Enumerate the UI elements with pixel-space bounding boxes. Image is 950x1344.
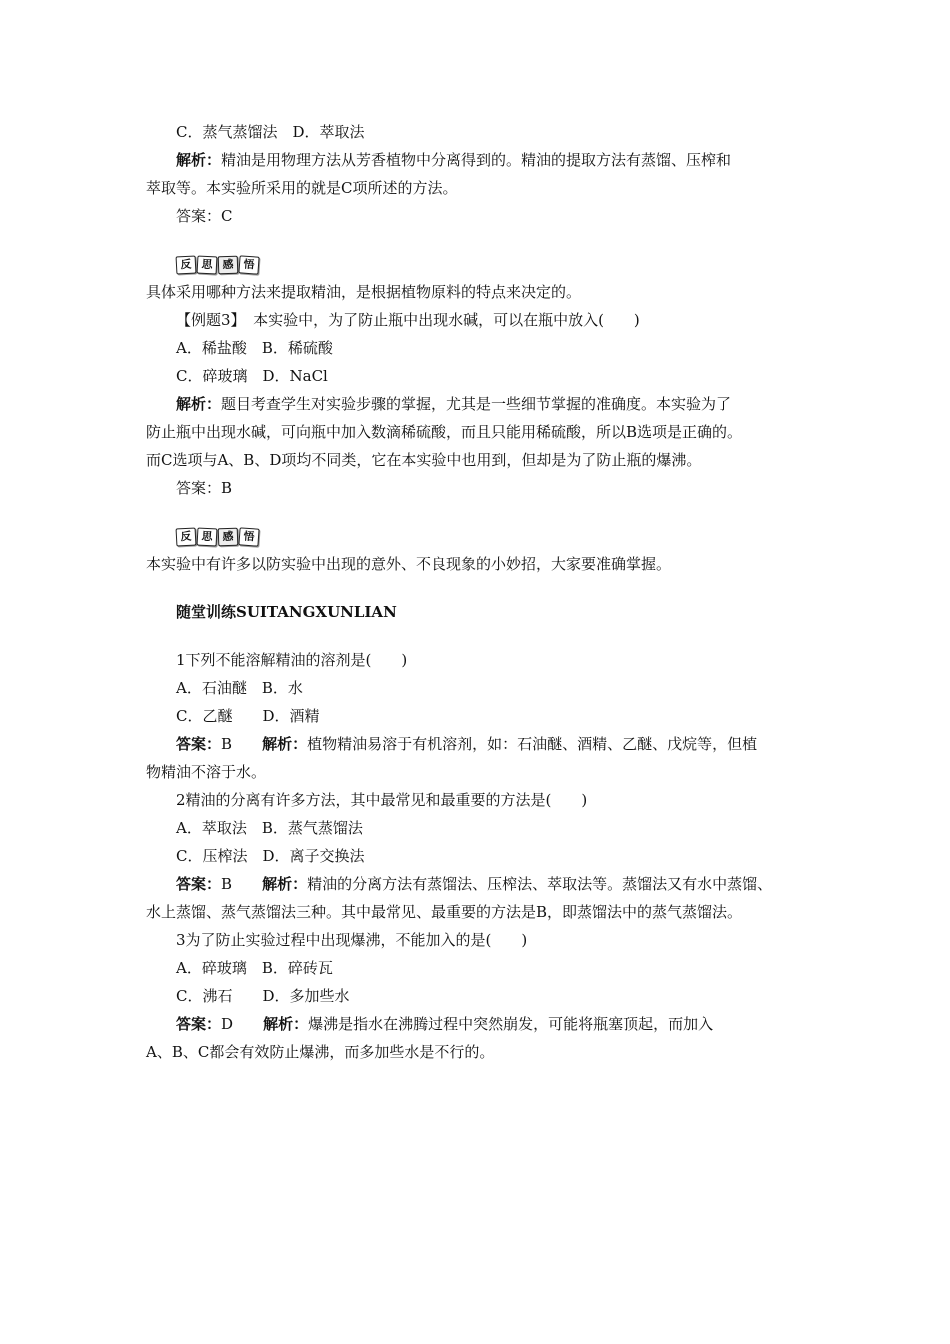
- badge-char: 反: [176, 255, 197, 274]
- example-text: 本实验中，为了防止瓶中出现水碱，可以在瓶中放入( ): [253, 311, 640, 329]
- answer-value: B: [221, 735, 248, 753]
- analysis-line: 防止瓶中出现水碱，可向瓶中加入数滴稀硫酸，而且只能用稀硫酸，所以B选项是正确的。: [146, 423, 743, 441]
- answer-analysis-line: [146, 1010, 826, 1038]
- analysis-label: 解析：: [176, 395, 222, 413]
- badge-char: 思: [197, 255, 218, 274]
- option-line: C．乙醚 D．酒精: [176, 707, 320, 725]
- answer-value: B: [221, 875, 248, 893]
- example-label: 【例题3】: [176, 311, 239, 329]
- option-line: A．碎玻璃 B．碎砖瓦: [176, 959, 333, 977]
- answer-analysis-line: [146, 870, 826, 898]
- analysis-label: 解析：: [262, 875, 308, 893]
- section-title: 随堂训练SUITANGXUNLIAN: [176, 603, 397, 621]
- answer-label: 答案：: [176, 735, 222, 753]
- analysis-line: 萃取等。本实验所采用的就是C项所述的方法。: [146, 179, 458, 197]
- badge-char: 感: [218, 256, 239, 275]
- badge-char: 思: [197, 527, 218, 546]
- answer-label: 答案：: [176, 875, 222, 893]
- answer-analysis-line: [146, 730, 826, 758]
- analysis-line: [146, 146, 826, 174]
- badge-char: 悟: [238, 527, 259, 546]
- document-content: [146, 118, 826, 1066]
- analysis-line: [146, 390, 826, 418]
- analysis-line: A、B、C都会有效防止爆沸，而多加些水是不行的。: [146, 1043, 495, 1061]
- option-line: A．稀盐酸 B．稀硫酸: [176, 339, 333, 357]
- option-line: A．石油醚 B．水: [176, 679, 303, 697]
- option-line: C．沸石 D．多加些水: [176, 987, 350, 1005]
- answer-line: 答案：B: [176, 479, 233, 497]
- analysis-text: 题目考查学生对实验步骤的掌握，尤其是一些细节掌握的准确度。本实验为了: [221, 395, 732, 413]
- analysis-text: 精油的分离方法有蒸馏法、压榨法、萃取法等。蒸馏法又有水中蒸馏、: [307, 875, 773, 893]
- badge-char: 感: [218, 528, 239, 547]
- badge-char: 悟: [238, 255, 259, 274]
- analysis-text: 植物精油易溶于有机溶剂，如：石油醚、酒精、乙醚、戊烷等，但植: [307, 735, 758, 753]
- answer-value: D: [221, 1015, 249, 1033]
- analysis-text: 精油是用物理方法从芳香植物中分离得到的。精油的提取方法有蒸馏、压榨和: [221, 151, 732, 169]
- option-line: C．压榨法 D．离子交换法: [176, 847, 365, 865]
- option-line: C．蒸气蒸馏法 D．萃取法: [176, 123, 365, 141]
- reflection-badge-icon: [146, 256, 826, 278]
- option-line: A．萃取法 B．蒸气蒸馏法: [176, 819, 363, 837]
- question-3: 3为了防止实验过程中出现爆沸，不能加入的是( ): [176, 931, 528, 949]
- answer-label: 答案：: [176, 1015, 222, 1033]
- option-line: C．碎玻璃 D．NaCl: [176, 367, 328, 385]
- analysis-text: 爆沸是指水在沸腾过程中突然崩发，可能将瓶塞顶起，而加入: [308, 1015, 714, 1033]
- reflection-text: 具体采用哪种方法来提取精油，是根据植物原料的特点来决定的。: [146, 283, 582, 301]
- analysis-line: 物精油不溶于水。: [146, 763, 267, 781]
- analysis-line: 水上蒸馏、蒸气蒸馏法三种。其中最常见、最重要的方法是B，即蒸馏法中的蒸气蒸馏法。: [146, 903, 743, 921]
- analysis-label: 解析：: [176, 151, 222, 169]
- question-2: 2精油的分离有许多方法，其中最常见和最重要的方法是( ): [176, 791, 588, 809]
- analysis-label: 解析：: [263, 1015, 309, 1033]
- answer-line: 答案：C: [176, 207, 233, 225]
- reflection-text: 本实验中有许多以防实验中出现的意外、不良现象的小妙招，大家要准确掌握。: [146, 555, 672, 573]
- analysis-label: 解析：: [262, 735, 308, 753]
- analysis-line: 而C选项与A、B、D项均不同类，它在本实验中也用到，但却是为了防止瓶的爆沸。: [146, 451, 702, 469]
- reflection-badge-icon: [146, 528, 826, 550]
- badge-char: 反: [176, 527, 197, 546]
- question-1: 1下列不能溶解精油的溶剂是( ): [176, 651, 408, 669]
- example-question: [146, 306, 826, 334]
